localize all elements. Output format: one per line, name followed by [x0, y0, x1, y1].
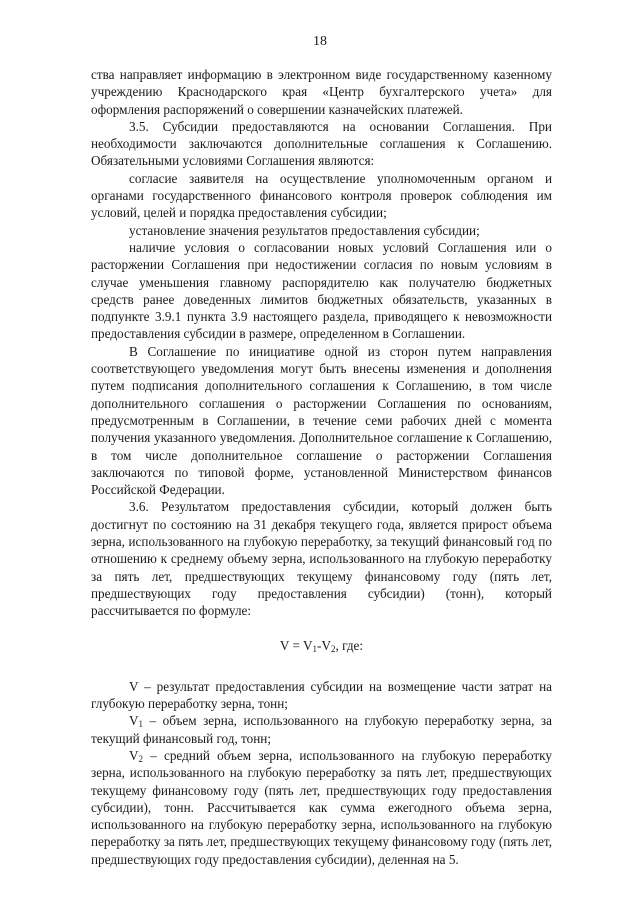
formula — [91, 637, 552, 654]
paragraph-amendments: В Соглашение по инициативе одной из сторон путем направления соответствующего уведомления могут быть внесены изменения и дополнения путем подписания дополнительного соглашения к Соглашению, в том числе дополнительного соглашения о расторжении Соглашения по основаниям, предусмотренным в Соглашении, в течение семи рабочих дней с момента получения указанного уведомления. Дополнительное соглашение к Соглашению, в том числе дополнительное соглашение о расторжении Соглашения заключаются по типовой форме, установленной Министерством финансов Российской Федерации. — [91, 343, 552, 498]
formula-v2-subscript: 2 — [330, 643, 336, 654]
page-number: 18 — [313, 34, 327, 49]
formula-v1-symbol: V — [303, 637, 313, 653]
definition-v1 — [91, 712, 552, 747]
definition-v1-text: – объем зерна, использованного на глубокую переработку зерна, за текущий финансовый год, тонн; — [91, 713, 552, 746]
formula-tail: , где: — [335, 637, 364, 653]
paragraph-condition-renegotiation: наличие условия о согласовании новых условий Соглашения или о расторжении Соглашения при недостижении согласия по новым условиям в случае уменьшения главному распорядителю как получателю бюджетных средств ранее доведенных лимитов бюджетных обязательств, указанных в подпункте 3.9.1 пункта 3.9 настоящего раздела, приводящего к невозможности предоставления субсидии в размере, определенном в Соглашении. — [91, 239, 552, 342]
definition-v2-symbol: V — [129, 747, 139, 763]
paragraph-condition-results: установление значения результатов предоставления субсидии; — [129, 222, 480, 238]
definition-v1-symbol: V — [129, 713, 139, 729]
definition-v: V – результат предоставления субсидии на возмещение части затрат на глубокую переработку зерна, тонн; — [91, 678, 552, 712]
formula-result-symbol: V — [279, 637, 290, 653]
formula-v2-symbol: V — [321, 637, 331, 653]
formula-minus: - — [317, 637, 322, 653]
paragraph-3-6: 3.6. Результатом предоставления субсидии, который должен быть достигнут по состоянию на 31 декабря текущего года, является прирост объема зерна, использованного на глубокую переработку, за текущий финансовый год по отношению к среднему объему зерна, использованного на глубокую переработку за пять лет, предшествующих текущему финансовому году (пять лет, предшествующих году предоставления субсидии) (тонн), который рассчитывается по формуле: — [91, 499, 552, 619]
definition-v2-subscript: 2 — [138, 753, 144, 764]
paragraph-3-5: 3.5. Субсидии предоставляются на основании Соглашения. При необходимости заключаются дополнительные соглашения к Соглашению. Обязательными условиями Соглашения являются: — [91, 118, 552, 169]
definition-v2 — [91, 747, 552, 868]
definition-v1-subscript: 1 — [138, 719, 144, 730]
page-body — [91, 66, 552, 868]
formula-v1-subscript: 1 — [312, 643, 318, 654]
paragraph-condition-consent: согласие заявителя на осуществление уполномоченным органом и органами государственного финансового контроля проверок соблюдения им условий, целей и порядка предоставления субсидии; — [91, 170, 552, 221]
formula-equals: = — [289, 637, 304, 653]
paragraph-continuation: ства направляет информацию в электронном виде государственному казенному учреждению Краснодарского края «Центр бухгалтерского учета» для оформления распоряжений о совершении казначейских платежей. — [91, 67, 552, 117]
definition-v2-text: – средний объем зерна, использованного на глубокую переработку зерна, использованного на глубокую переработку за пять лет, предшествующих текущему финансовому году (пять лет, предшествующих году предоставления субсидии), тонн. Рассчитывается как сумма ежегодного объема зерна, использованного на глубокую переработку зерна, использованного на глубокую переработку за пять лет, предшествующих текущему финансовому году (пять лет, предшествующих году предоставления субсидии), деленная на 5. — [91, 747, 552, 867]
